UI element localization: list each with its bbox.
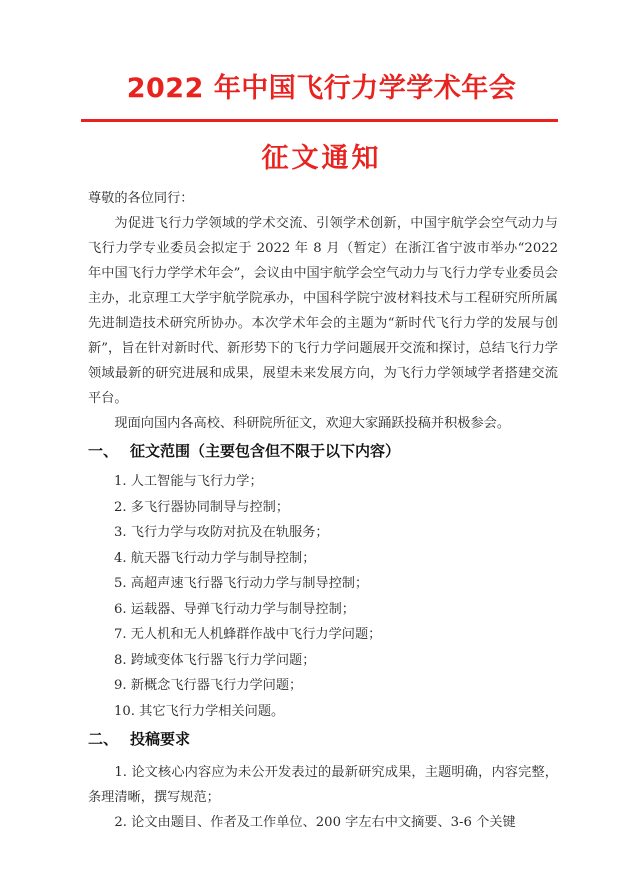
list-item: 6. 运载器、导弹飞行动力学与制导控制； — [114, 601, 355, 617]
intro-paragraph: 为促进飞行力学领域的学术交流、引领学术创新，中国宇航学会空气动力与飞行力学专业委员会拟定于 2022 年 8 月（暂定）在浙江省宁波市举办“2022 年中国飞行力学学术年会”，会议由中国宇航学会空气动力与飞行力学专业委员会主办，北京理工大学宇航学院承办，中国科学院宁波材料技术与工程研究所所属先进制造技术研究所协办。本次学术年会的主题为“新时代飞行力学的发展与创新”，旨在针对新时代、新形势下的飞行力学问题展开交流和探讨，总结飞行力学领域最新的研究进展和成果，展望未来发展方向，为飞行力学领域学者搭建交流平台。 — [88, 216, 558, 406]
section-number: 一、 — [88, 442, 119, 460]
scope-list — [88, 472, 558, 722]
section-heading-scope — [88, 439, 558, 464]
list-item: 10. 其它飞行力学相关问题。 — [114, 703, 285, 719]
list-item: 4. 航天器飞行动力学与制导控制； — [114, 550, 316, 566]
requirement-item: 2. 论文由题目、作者及工作单位、200 字左右中文摘要、3-6 个关键 — [114, 815, 516, 830]
list-item: 1. 人工智能与飞行力学； — [114, 474, 263, 489]
list-item: 2. 多飞行器协同制导与控制； — [114, 499, 290, 515]
call-paragraph: 现面向国内各高校、科研院所征文，欢迎大家踊跃投稿并积极参会。 — [114, 416, 511, 431]
requirement-item: 1. 论文核心内容应为未公开发表过的最新研究成果，主题明确，内容完整，条理清晰，撰写规范； — [88, 765, 558, 805]
greeting: 尊敬的各位同行： — [88, 191, 194, 206]
section-number: 二、 — [88, 730, 119, 748]
section-heading-text: 投稿要求 — [130, 730, 191, 748]
title-divider — [81, 119, 558, 122]
section-heading-text: 征文范围（主要包含但不限于以下内容） — [130, 442, 401, 460]
document-body — [88, 186, 558, 835]
list-item: 7. 无人机和无人机蜂群作战中飞行力学问题； — [114, 627, 382, 642]
document-subtitle: 征文通知 — [261, 143, 382, 174]
document-title: 2022 年中国飞行力学学术年会 — [126, 73, 517, 104]
list-item: 9. 新概念飞行器飞行力学问题； — [114, 678, 303, 693]
list-item: 8. 跨域变体飞行器飞行力学问题； — [114, 652, 316, 668]
list-item: 5. 高超声速飞行器飞行动力学与制导控制； — [114, 576, 369, 591]
section-heading-requirements — [88, 727, 558, 752]
list-item: 3. 飞行力学与攻防对抗及在轨服务； — [114, 525, 329, 540]
